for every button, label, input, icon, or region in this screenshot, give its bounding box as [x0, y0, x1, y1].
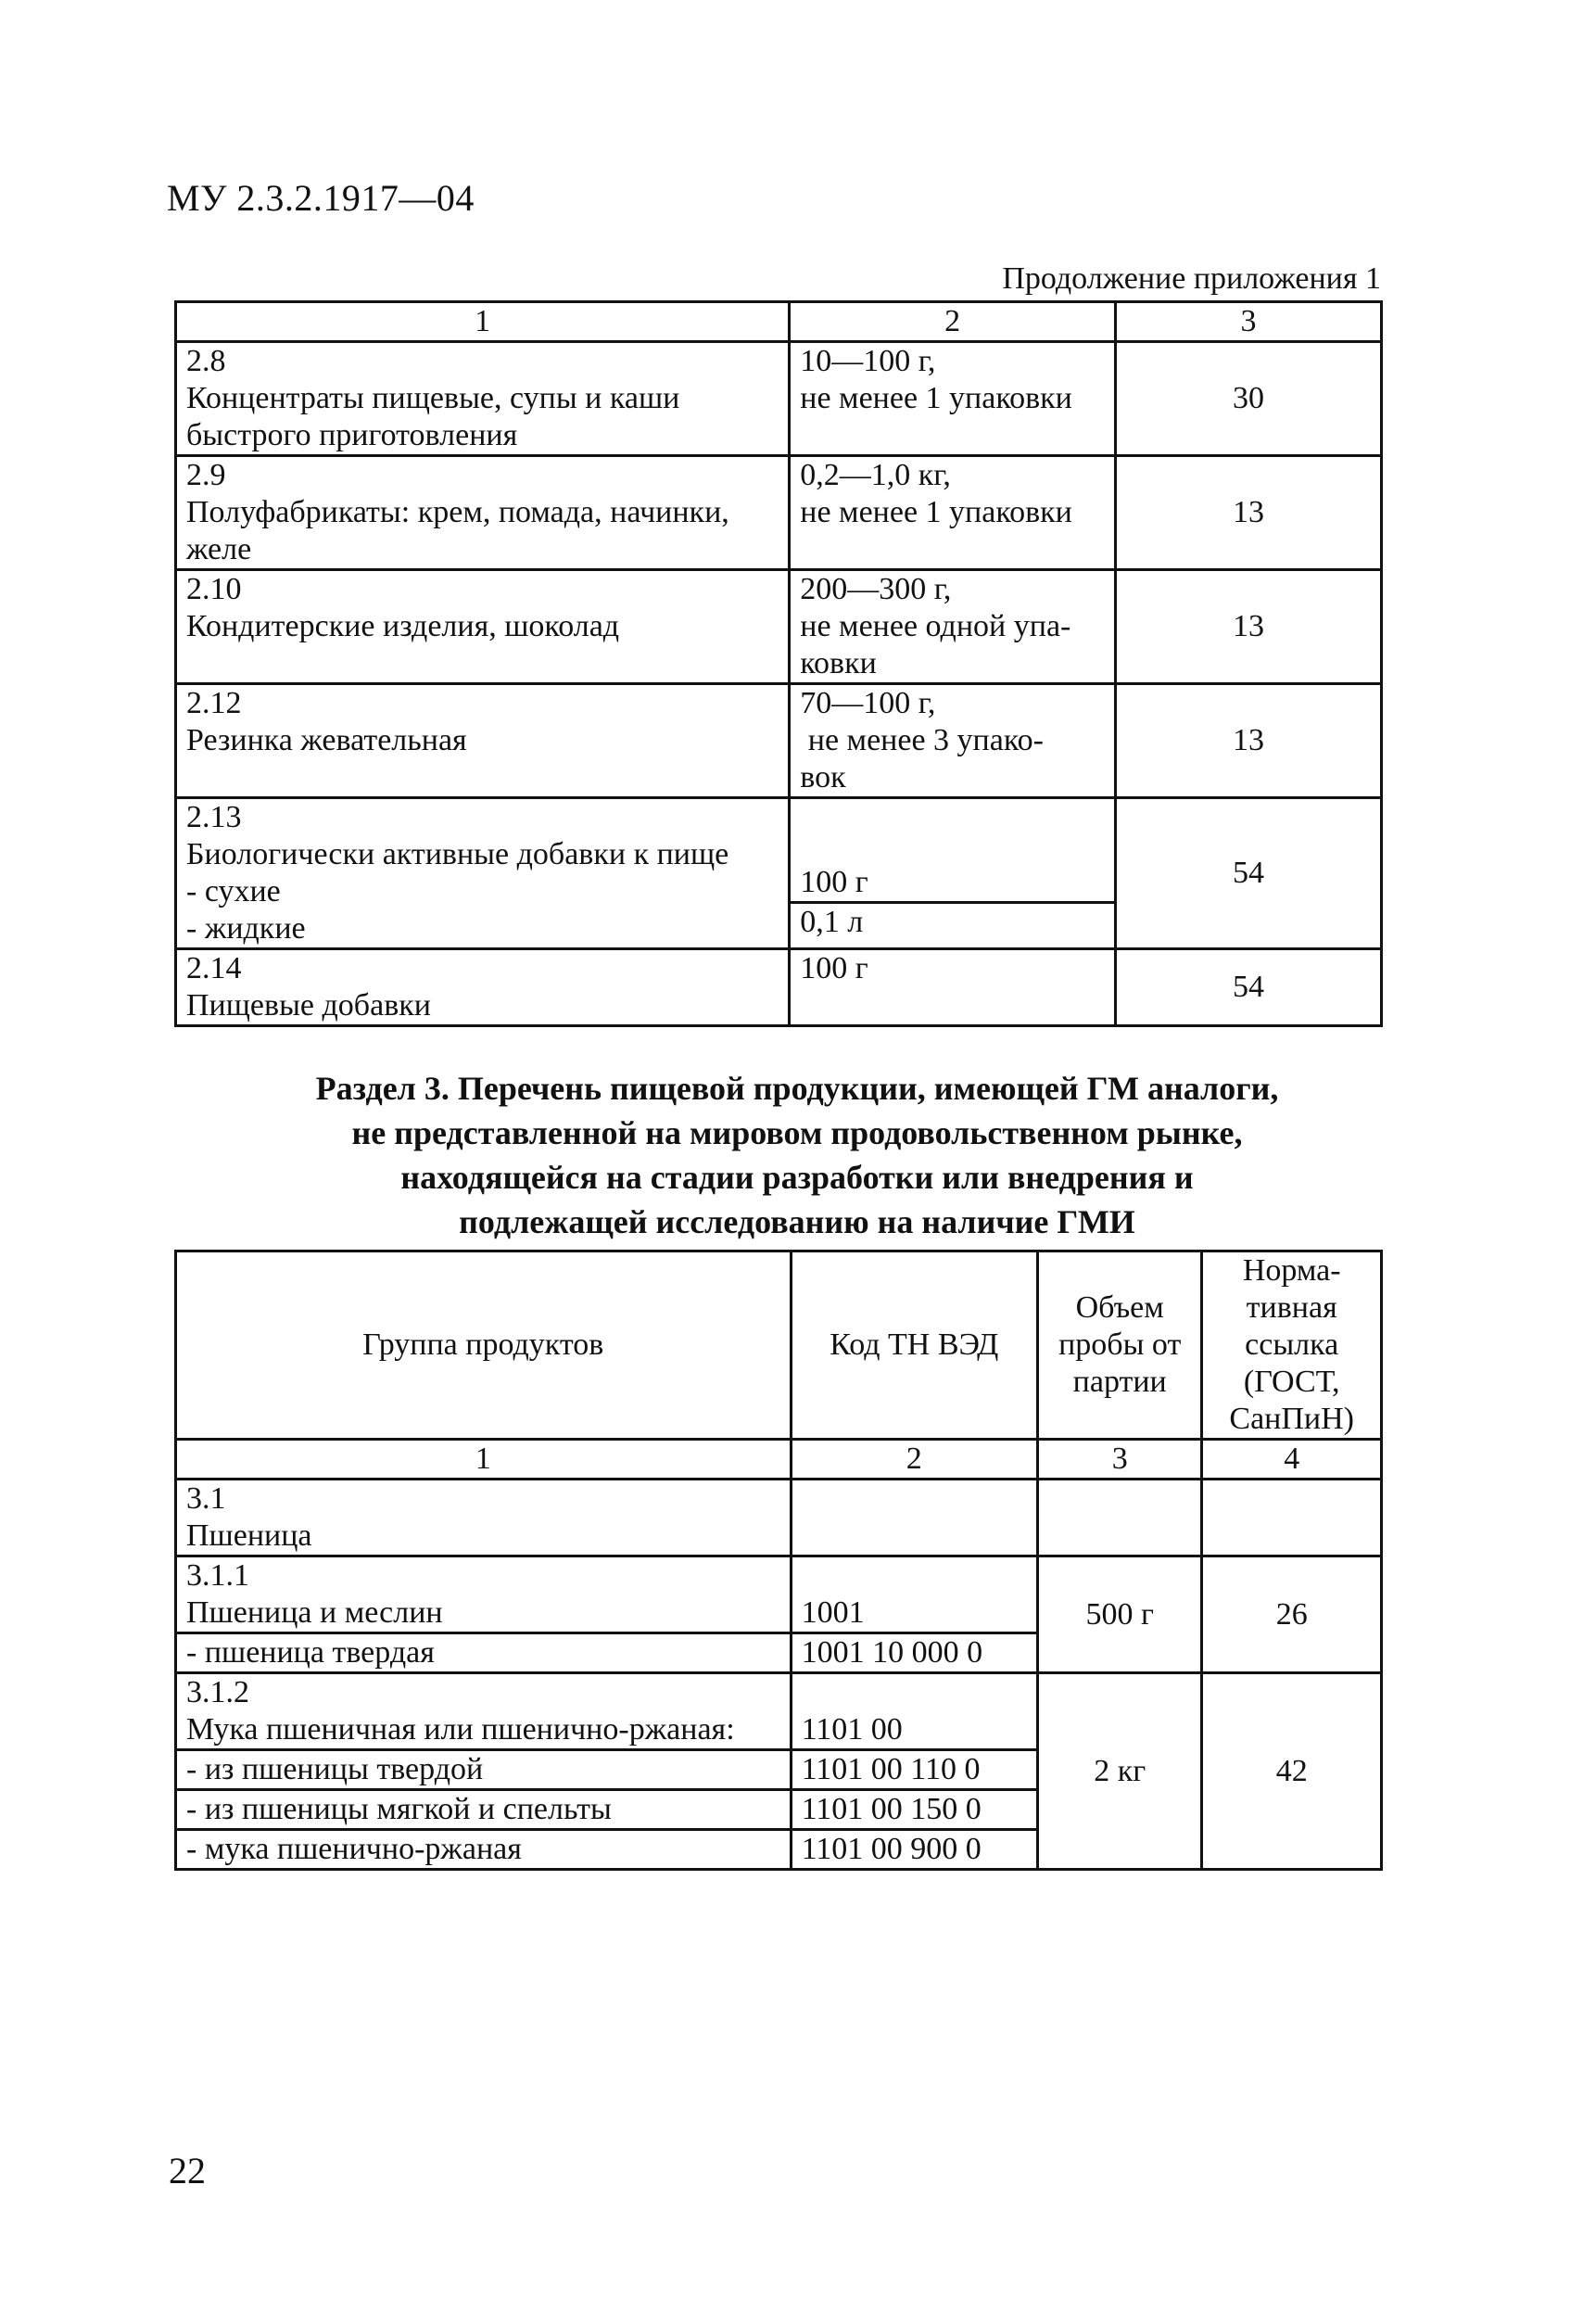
header-norm — [1202, 1251, 1382, 1440]
amount-line: не менее 1 упаковки — [800, 495, 1072, 529]
product-cell — [176, 684, 790, 798]
product-cell — [176, 1556, 792, 1633]
volume-cell — [1038, 1480, 1202, 1556]
item-name: Пшеница — [186, 1518, 312, 1553]
col-number: 1 — [176, 1440, 792, 1480]
title-line: находящейся на стадии разработки или внедрения и — [400, 1159, 1194, 1196]
col-number: 1 — [176, 302, 790, 342]
item-subtype: - сухие — [186, 874, 281, 908]
code-cell: 1101 00 150 0 — [791, 1790, 1037, 1830]
header-line: пробы от — [1058, 1327, 1182, 1362]
item-name: Мука пшеничная или пшенично-ржаная: — [186, 1712, 735, 1747]
product-subitem: - мука пшенично-ржаная — [176, 1830, 792, 1870]
document-code: МУ 2.3.2.1917—04 — [167, 177, 475, 219]
item-number: 2.14 — [186, 951, 242, 985]
item-name: Кондитерские изделия, шоколад — [186, 609, 620, 643]
header-line: СанПиН) — [1229, 1402, 1354, 1436]
item-number: 2.8 — [186, 344, 226, 378]
reference-cell: 54 — [1115, 949, 1381, 1026]
product-subitem: - из пшеницы мягкой и спельты — [176, 1790, 792, 1830]
header-line: тивная — [1246, 1290, 1337, 1325]
amount-line: ковки — [800, 646, 877, 680]
amount-line: не менее 1 упаковки — [800, 381, 1072, 415]
item-number: 3.1.2 — [186, 1675, 249, 1709]
table-row — [176, 570, 1382, 684]
product-cell — [176, 1480, 792, 1556]
reference-cell: 13 — [1115, 684, 1381, 798]
table-row — [176, 949, 1382, 1026]
amount-line: 0,2—1,0 кг, — [800, 458, 951, 492]
product-cell — [176, 342, 790, 456]
title-line: подлежащей исследованию на наличие ГМИ — [459, 1203, 1135, 1240]
sample-amount-cell — [790, 342, 1116, 456]
header-line: (ГОСТ, — [1243, 1365, 1340, 1399]
section-3-table — [174, 1250, 1383, 1871]
item-subtype: - жидкие — [186, 911, 306, 946]
header-group: Группа продуктов — [176, 1251, 792, 1440]
product-cell — [176, 798, 790, 949]
item-name: Пищевые добавки — [186, 988, 431, 1023]
table-row — [176, 456, 1382, 570]
reference-cell: 42 — [1202, 1673, 1382, 1870]
code-cell: 1101 00 — [791, 1673, 1037, 1750]
volume-cell: 500 г — [1038, 1556, 1202, 1673]
table-row — [176, 684, 1382, 798]
item-number: 3.1 — [186, 1481, 226, 1516]
sample-amount-cell — [790, 903, 1116, 949]
reference-cell: 54 — [1115, 798, 1381, 949]
code-cell: 1001 — [791, 1556, 1037, 1633]
code-cell: 1101 00 110 0 — [791, 1750, 1037, 1790]
header-line: ссылка — [1245, 1327, 1339, 1362]
sample-amount-cell — [790, 456, 1116, 570]
item-name: Пшеница и меслин — [186, 1595, 443, 1630]
sample-amount-cell — [790, 570, 1116, 684]
header-line: Объем — [1075, 1290, 1164, 1325]
title-line: не представленной на мировом продовольственном рынке, — [351, 1114, 1243, 1151]
section-3-title — [167, 1066, 1427, 1244]
amount-line: 10—100 г, — [800, 344, 936, 378]
code-cell: 1001 10 000 0 — [791, 1633, 1037, 1673]
page-number: 22 — [169, 2150, 206, 2191]
product-cell — [176, 570, 790, 684]
item-name: Полуфабрикаты: крем, помада, начинки, желе — [186, 495, 729, 566]
column-number-row — [176, 302, 1382, 342]
title-line: Раздел 3. Перечень пищевой продукции, имеющей ГМ аналоги, — [315, 1070, 1279, 1107]
col-number: 2 — [791, 1440, 1037, 1480]
amount-line: вок — [800, 760, 846, 794]
item-number: 2.12 — [186, 686, 242, 720]
item-number: 2.13 — [186, 800, 242, 834]
code-cell: 1101 00 900 0 — [791, 1830, 1037, 1870]
col-number: 3 — [1038, 1440, 1202, 1480]
table-row — [176, 1480, 1382, 1556]
header-row — [176, 1251, 1382, 1440]
reference-cell: 13 — [1115, 456, 1381, 570]
sample-amount-cell — [790, 949, 1116, 1026]
table-row — [176, 798, 1382, 903]
item-name: Концентраты пищевые, супы и каши быстрого приготовления — [186, 381, 680, 452]
amount-line: не менее 3 упако- — [800, 723, 1044, 757]
amount-line: 100 г — [800, 865, 868, 899]
col-number: 2 — [790, 302, 1116, 342]
volume-cell: 2 кг — [1038, 1673, 1202, 1870]
col-number: 3 — [1115, 302, 1381, 342]
reference-cell: 30 — [1115, 342, 1381, 456]
header-line: Норма- — [1242, 1253, 1341, 1288]
reference-cell — [1202, 1480, 1382, 1556]
amount-line: 0,1 л — [800, 905, 864, 939]
product-subitem: - из пшеницы твердой — [176, 1750, 792, 1790]
item-number: 2.9 — [186, 458, 226, 492]
sample-amount-cell — [790, 684, 1116, 798]
item-name: Резинка жевательная — [186, 723, 467, 757]
table-row — [176, 1556, 1382, 1633]
header-line: партии — [1072, 1365, 1167, 1399]
amount-line: 100 г — [800, 951, 868, 985]
code-cell — [791, 1480, 1037, 1556]
column-number-row — [176, 1440, 1382, 1480]
item-number: 3.1.1 — [186, 1558, 249, 1593]
header-code: Код ТН ВЭД — [791, 1251, 1037, 1440]
appendix-table-continued — [174, 300, 1383, 1027]
product-cell — [176, 949, 790, 1026]
header-volume — [1038, 1251, 1202, 1440]
sample-amount-cell — [790, 798, 1116, 903]
amount-line: 70—100 г, — [800, 686, 936, 720]
reference-cell: 26 — [1202, 1556, 1382, 1673]
product-cell — [176, 1673, 792, 1750]
product-cell — [176, 456, 790, 570]
col-number: 4 — [1202, 1440, 1382, 1480]
table-row — [176, 342, 1382, 456]
item-number: 2.10 — [186, 572, 242, 606]
reference-cell: 13 — [1115, 570, 1381, 684]
amount-line: 200—300 г, — [800, 572, 952, 606]
item-name: Биологически активные добавки к пище — [186, 837, 729, 871]
product-subitem: - пшеница твердая — [176, 1633, 792, 1673]
continuation-note: Продолжение приложения 1 — [1002, 261, 1381, 296]
table-row — [176, 1673, 1382, 1750]
amount-line: не менее одной упа- — [800, 609, 1071, 643]
